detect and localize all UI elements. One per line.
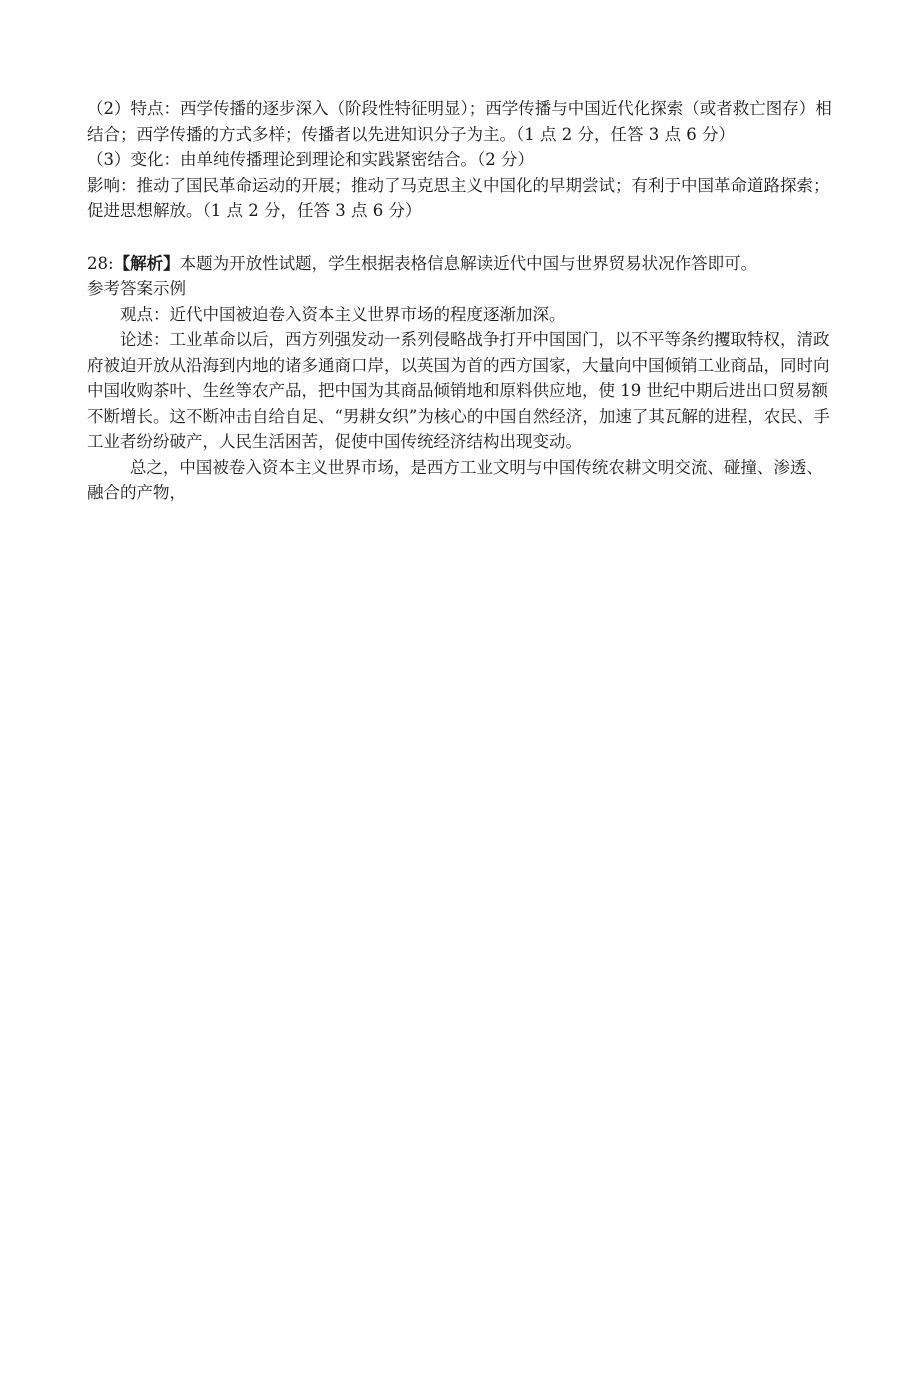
analysis-tag: 【解析】 — [113, 253, 180, 273]
viewpoint-paragraph: 观点：近代中国被迫卷入资本主义世界市场的程度逐渐加深。 — [120, 304, 566, 324]
answer-section-27 — [87, 96, 835, 224]
question-28-header — [87, 251, 835, 277]
conclusion-paragraph: 总之，中国被卷入资本主义世界市场，是西方工业文明与中国传统农耕文明交流、碰撞、渗透、融合的产物， — [87, 457, 823, 502]
example-label: 参考答案示例 — [87, 279, 186, 298]
impact-paragraph: 影响：推动了国民革命运动的开展；推动了马克思主义中国化的早期尝试；有利于中国革命道路探索；促进思想解放。（1 点 2 分，任答 3 点 6 分） — [87, 175, 830, 220]
answer-section-28 — [87, 251, 835, 506]
document-page — [87, 96, 835, 506]
characteristics-paragraph: （2）特点：西学传播的逐步深入（阶段性特征明显）；西学传播与中国近代化探索（或者救亡图存）相结合；西学传播的方式多样；传播者以先进知识分子为主。（1 点 2 分，任答 3 点 6 分） — [87, 99, 832, 144]
analysis-text: 本题为开放性试题，学生根据表格信息解读近代中国与世界贸易状况作答即可。 — [179, 253, 758, 273]
section-gap — [87, 224, 835, 251]
question-number: 28: — [87, 253, 114, 273]
change-paragraph: （3）变化：由单纯传播理论到理论和实践紧密结合。（2 分） — [87, 150, 534, 169]
argument-paragraph: 论述：工业革命以后，西方列强发动一系列侵略战争打开中国国门，以不平等条约攫取特权，清政府被迫开放从沿海到内地的诸多通商口岸，以英国为首的西方国家，大量向中国倾销工业商品，同时向中国收购茶叶、生丝等农产品，把中国为其商品倾销地和原料供应地，使 19 世纪中期后进出口贸易额不断增长。这不断冲击自给自足、“男耕女织”为核心的中国自然经济，加速了其瓦解的进程，农民、手工业者纷纷破产，人民生活困苦，促使中国传统经济结构出现变动。 — [87, 330, 830, 451]
